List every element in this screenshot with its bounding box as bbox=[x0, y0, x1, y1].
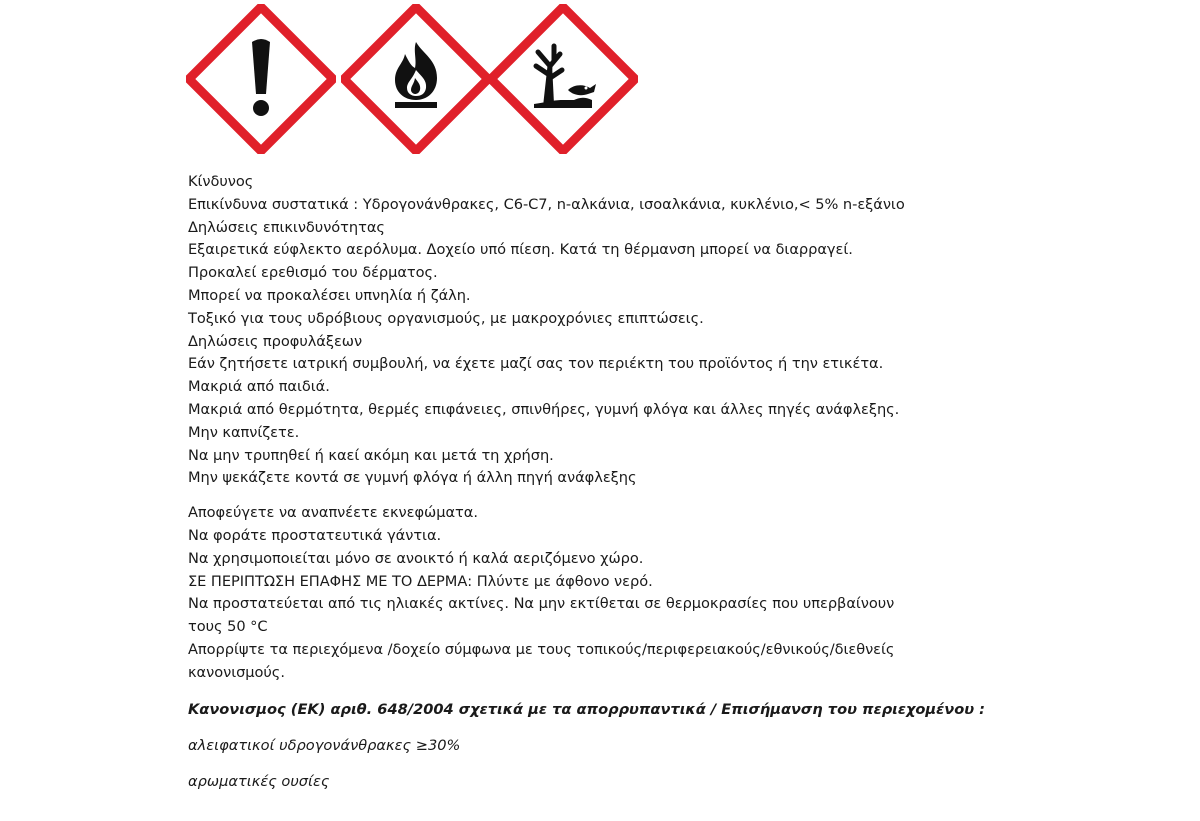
hazard-statement: Μπορεί να προκαλέσει υπνηλία ή ζάλη. bbox=[188, 286, 471, 304]
precautionary-statement: Εάν ζητήσετε ιατρική συμβουλή, να έχετε μαζί σας τον περιέκτη του προϊόντος ή την ετικέτα. bbox=[188, 355, 884, 373]
exclamation-mark-hazard-icon bbox=[186, 4, 336, 154]
precautionary-heading: Δηλώσεις προφυλάξεων bbox=[188, 332, 363, 350]
hazard-statements-heading: Δηλώσεις επικινδυνότητας bbox=[188, 218, 385, 236]
environment-hazard-icon bbox=[488, 4, 638, 154]
contents-item: αλειφατικοί υδρογονάνθρακες ≥30% bbox=[188, 736, 461, 754]
contents-item: αρωματικές ουσίες bbox=[188, 772, 330, 790]
label-text bbox=[188, 171, 988, 793]
signal-word: Κίνδυνος bbox=[188, 173, 254, 190]
additional-statement: τους 50 °C bbox=[188, 618, 268, 636]
additional-statement: Αποφεύγετε να αναπνέετε εκνεφώματα. bbox=[188, 504, 478, 522]
precautionary-statement: Μην ψεκάζετε κοντά σε γυμνή φλόγα ή άλλη πηγή ανάφλεξης bbox=[188, 469, 637, 487]
flame-hazard-icon bbox=[341, 4, 491, 154]
hazard-statement: Τοξικό για τους υδρόβιους οργανισμούς, με μακροχρόνιες επιπτώσεις. bbox=[188, 309, 704, 327]
hazardous-ingredients: Επικίνδυνα συστατικά : Υδρογονάνθρακες, C6-C7, n-αλκάνια, ισοαλκάνια, κυκλένιο,< 5% n-εξάνιο bbox=[188, 195, 905, 213]
precautionary-statement: Μην καπνίζετε. bbox=[188, 423, 300, 441]
regulation-heading: Κανονισμος (ΕΚ) αριθ. 648/2004 σχετικά με τα απορρυπαντικά / Επισήμανση του περιεχομένου : bbox=[188, 700, 986, 718]
precautionary-statement: Μακριά από παιδιά. bbox=[188, 378, 330, 396]
hazard-pictograms bbox=[186, 4, 636, 154]
hazard-statement: Εξαιρετικά εύφλεκτο αερόλυμα. Δοχείο υπό πίεση. Κατά τη θέρμανση μπορεί να διαρραγεί. bbox=[188, 241, 853, 259]
hazard-statement: Προκαλεί ερεθισμό του δέρματος. bbox=[188, 264, 438, 282]
precautionary-statement: Μακριά από θερμότητα, θερμές επιφάνειες, σπινθήρες, γυμνή φλόγα και άλλες πηγές ανάφλεξης. bbox=[188, 400, 900, 418]
additional-statement: ΣΕ ΠΕΡΙΠΤΩΣΗ ΕΠΑΦΗΣ ΜΕ ΤΟ ΔΕΡΜΑ: Πλύντε με άφθονο νερό. bbox=[188, 572, 653, 590]
additional-statement: Απορρίψτε τα περιεχόμενα /δοχείο σύμφωνα με τους τοπικούς/περιφερειακούς/εθνικούς/διεθνείς bbox=[188, 640, 895, 658]
additional-statement: κανονισμούς. bbox=[188, 663, 285, 681]
additional-statement: Να προστατεύεται από τις ηλιακές ακτίνες. Να μην εκτίθεται σε θερμοκρασίες που υπερβαίνουν bbox=[188, 595, 895, 613]
precautionary-statement: Να μην τρυπηθεί ή καεί ακόμη και μετά τη χρήση. bbox=[188, 446, 554, 464]
additional-statement: Να χρησιμοποιείται μόνο σε ανοικτό ή καλά αεριζόμενο χώρο. bbox=[188, 549, 644, 567]
additional-statement: Να φοράτε προστατευτικά γάντια. bbox=[188, 526, 442, 544]
